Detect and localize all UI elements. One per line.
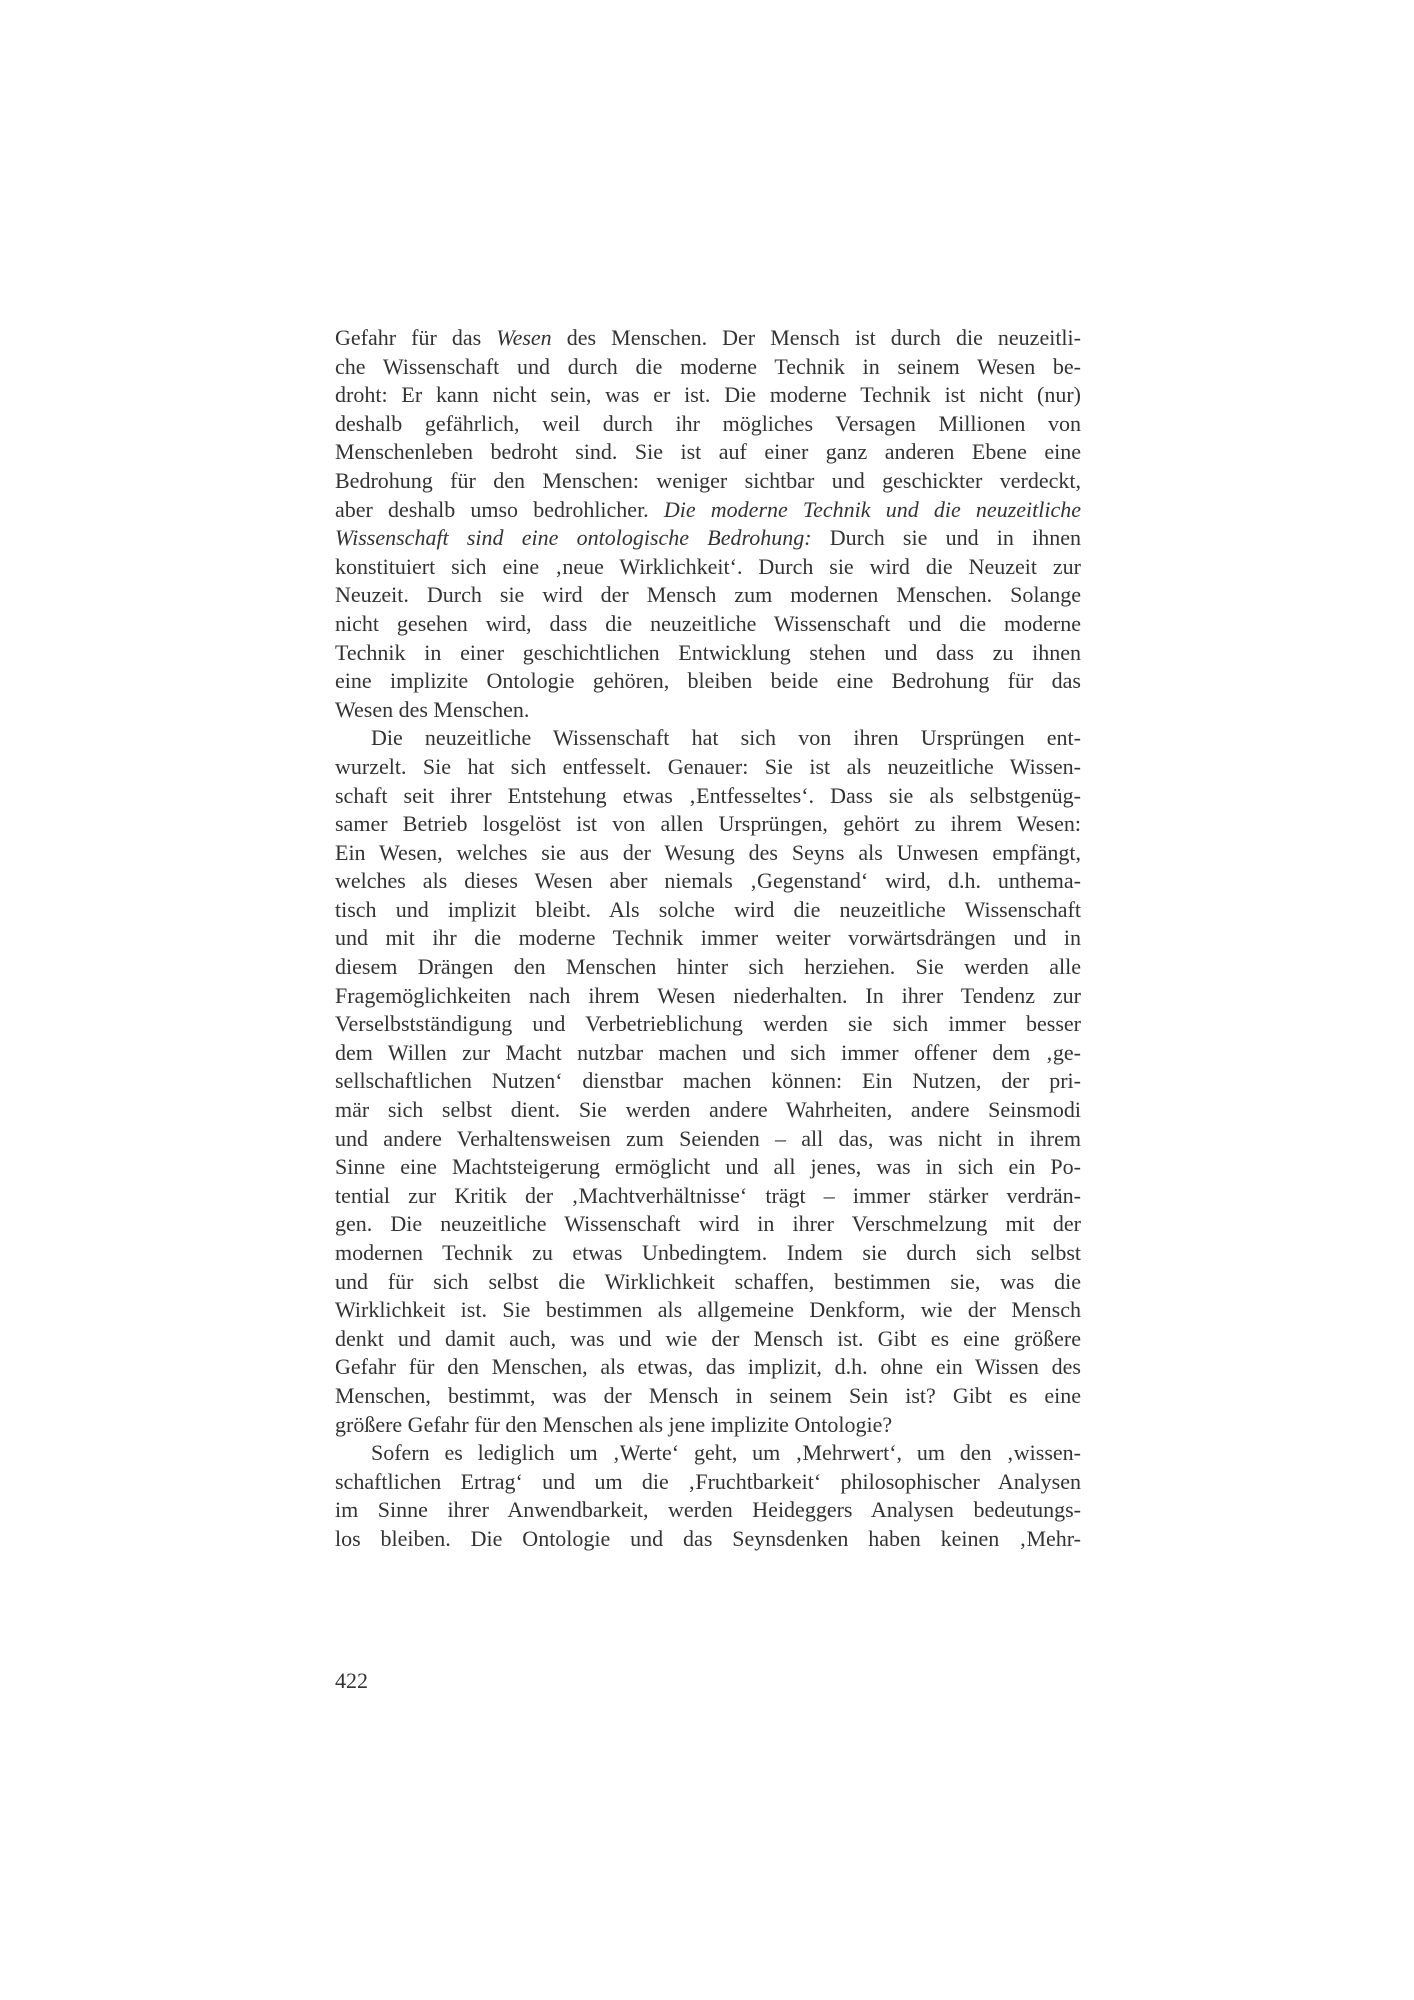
text-line: tisch und implizit bleibt. Als solche wird die neuzeitliche Wissenschaft bbox=[335, 896, 1081, 922]
text-line: Technik in einer geschichtlichen Entwicklung stehen und dass zu ihnen bbox=[335, 639, 1081, 665]
text-line: Menschen, bestimmt, was der Mensch in seinem Sein ist? Gibt es eine bbox=[335, 1382, 1081, 1408]
text-line: Gefahr für den Menschen, als etwas, das implizit, d.h. ohne ein Wissen des bbox=[335, 1354, 1081, 1380]
text-line: tential zur Kritik der ‚Machtverhältnisse‘ trägt – immer stärker verdrän- bbox=[335, 1182, 1081, 1208]
text-line: mär sich selbst dient. Sie werden andere Wahrheiten, andere Seinsmodi bbox=[335, 1097, 1081, 1123]
text-line: Verselbstständigung und Verbetrieblichung werden sie sich immer besser bbox=[335, 1011, 1081, 1037]
text-line: Ein Wesen, welches sie aus der Wesung des Seyns als Unwesen empfängt, bbox=[335, 839, 1081, 865]
text-line: und mit ihr die moderne Technik immer weiter vorwärtsdrängen und in bbox=[335, 925, 1081, 951]
text-line: konstituiert sich eine ‚neue Wirklichkeit‘. Durch sie wird die Neuzeit zur bbox=[335, 553, 1081, 579]
text-line: diesem Drängen den Menschen hinter sich herziehen. Sie werden alle bbox=[335, 954, 1081, 980]
body-text bbox=[335, 324, 1081, 1554]
text-line: Sinne eine Machtsteigerung ermöglicht und all jenes, was in sich ein Po- bbox=[335, 1154, 1081, 1180]
text-line: Bedrohung für den Menschen: weniger sichtbar und geschickter verdeckt, bbox=[335, 467, 1081, 493]
text-line: Die neuzeitliche Wissenschaft hat sich von ihren Ursprüngen ent- bbox=[371, 725, 1081, 751]
paragraph-3 bbox=[335, 1439, 1081, 1553]
text-line: sellschaftlichen Nutzen‘ dienstbar machen können: Ein Nutzen, der pri- bbox=[335, 1068, 1081, 1094]
text-line: nicht gesehen wird, dass die neuzeitliche Wissenschaft und die moderne bbox=[335, 610, 1081, 636]
text-line: Neuzeit. Durch sie wird der Mensch zum modernen Menschen. Solange bbox=[335, 582, 1081, 608]
text-line: und für sich selbst die Wirklichkeit schaffen, bestimmen sie, was die bbox=[335, 1268, 1081, 1294]
text-line: Gefahr für das Wesen des Menschen. Der Mensch ist durch die neuzeitli- bbox=[335, 325, 1081, 350]
text-line: deshalb gefährlich, weil durch ihr mögliches Versagen Millionen von bbox=[335, 410, 1081, 436]
text-line: eine implizite Ontologie gehören, bleiben beide eine Bedrohung für das bbox=[335, 668, 1081, 694]
text-line: dem Willen zur Macht nutzbar machen und sich immer offener dem ‚ge- bbox=[335, 1039, 1081, 1065]
page-number: 422 bbox=[335, 1668, 368, 1693]
emphasis-text: Wesen bbox=[496, 325, 552, 350]
text-line: welches als dieses Wesen aber niemals ‚Gegenstand‘ wird, d.h. unthema- bbox=[335, 868, 1081, 894]
text-line: gen. Die neuzeitliche Wissenschaft wird in ihrer Verschmelzung mit der bbox=[335, 1211, 1081, 1237]
text-line: los bleiben. Die Ontologie und das Seynsdenken haben keinen ‚Mehr- bbox=[335, 1525, 1081, 1551]
text-line: aber deshalb umso bedrohlicher. Die moderne Technik und die neuzeitliche bbox=[335, 496, 1081, 522]
text-line: droht: Er kann nicht sein, was er ist. Die moderne Technik ist nicht (nur) bbox=[335, 382, 1081, 408]
text-line: samer Betrieb losgelöst ist von allen Ursprüngen, gehört zu ihrem Wesen: bbox=[335, 811, 1081, 837]
text-line: Menschenleben bedroht sind. Sie ist auf einer ganz anderen Ebene eine bbox=[335, 439, 1081, 465]
text-line: wurzelt. Sie hat sich entfesselt. Genauer: Sie ist als neuzeitliche Wissen- bbox=[335, 753, 1081, 779]
paragraph-1 bbox=[335, 324, 1081, 724]
text-line: denkt und damit auch, was und wie der Mensch ist. Gibt es eine größere bbox=[335, 1325, 1081, 1351]
text-line: Sofern es lediglich um ‚Werte‘ geht, um ‚Mehrwert‘, um den ‚wissen- bbox=[371, 1440, 1081, 1466]
text-line: schaft seit ihrer Entstehung etwas ‚Entfesseltes‘. Dass sie als selbstgenüg- bbox=[335, 782, 1081, 808]
text-line: im Sinne ihrer Anwendbarkeit, werden Heideggers Analysen bedeutungs- bbox=[335, 1497, 1081, 1523]
text-line: schaftlichen Ertrag‘ und um die ‚Fruchtbarkeit‘ philosophischer Analysen bbox=[335, 1468, 1081, 1494]
paragraph-2 bbox=[335, 724, 1081, 1439]
text-line: che Wissenschaft und durch die moderne Technik in seinem Wesen be- bbox=[335, 353, 1081, 379]
text-line: modernen Technik zu etwas Unbedingtem. Indem sie durch sich selbst bbox=[335, 1240, 1081, 1265]
text-line: Wesen des Menschen. bbox=[335, 696, 530, 722]
emphasis-text: Wissenschaft sind eine ontologische Bedrohung: bbox=[335, 525, 812, 551]
text-line: Wissenschaft sind eine ontologische Bedrohung: Durch sie und in ihnen bbox=[335, 525, 1081, 551]
text-line: Fragemöglichkeiten nach ihrem Wesen niederhalten. In ihrer Tendenz zur bbox=[335, 982, 1081, 1008]
text-line: und andere Verhaltensweisen zum Seienden – all das, was nicht in ihrem bbox=[335, 1125, 1081, 1151]
text-line: Wirklichkeit ist. Sie bestimmen als allgemeine Denkform, wie der Mensch bbox=[335, 1297, 1081, 1323]
text-line: größere Gefahr für den Menschen als jene implizite Ontologie? bbox=[335, 1411, 893, 1437]
emphasis-text: Die moderne Technik und die neuzeitliche bbox=[663, 496, 1081, 522]
